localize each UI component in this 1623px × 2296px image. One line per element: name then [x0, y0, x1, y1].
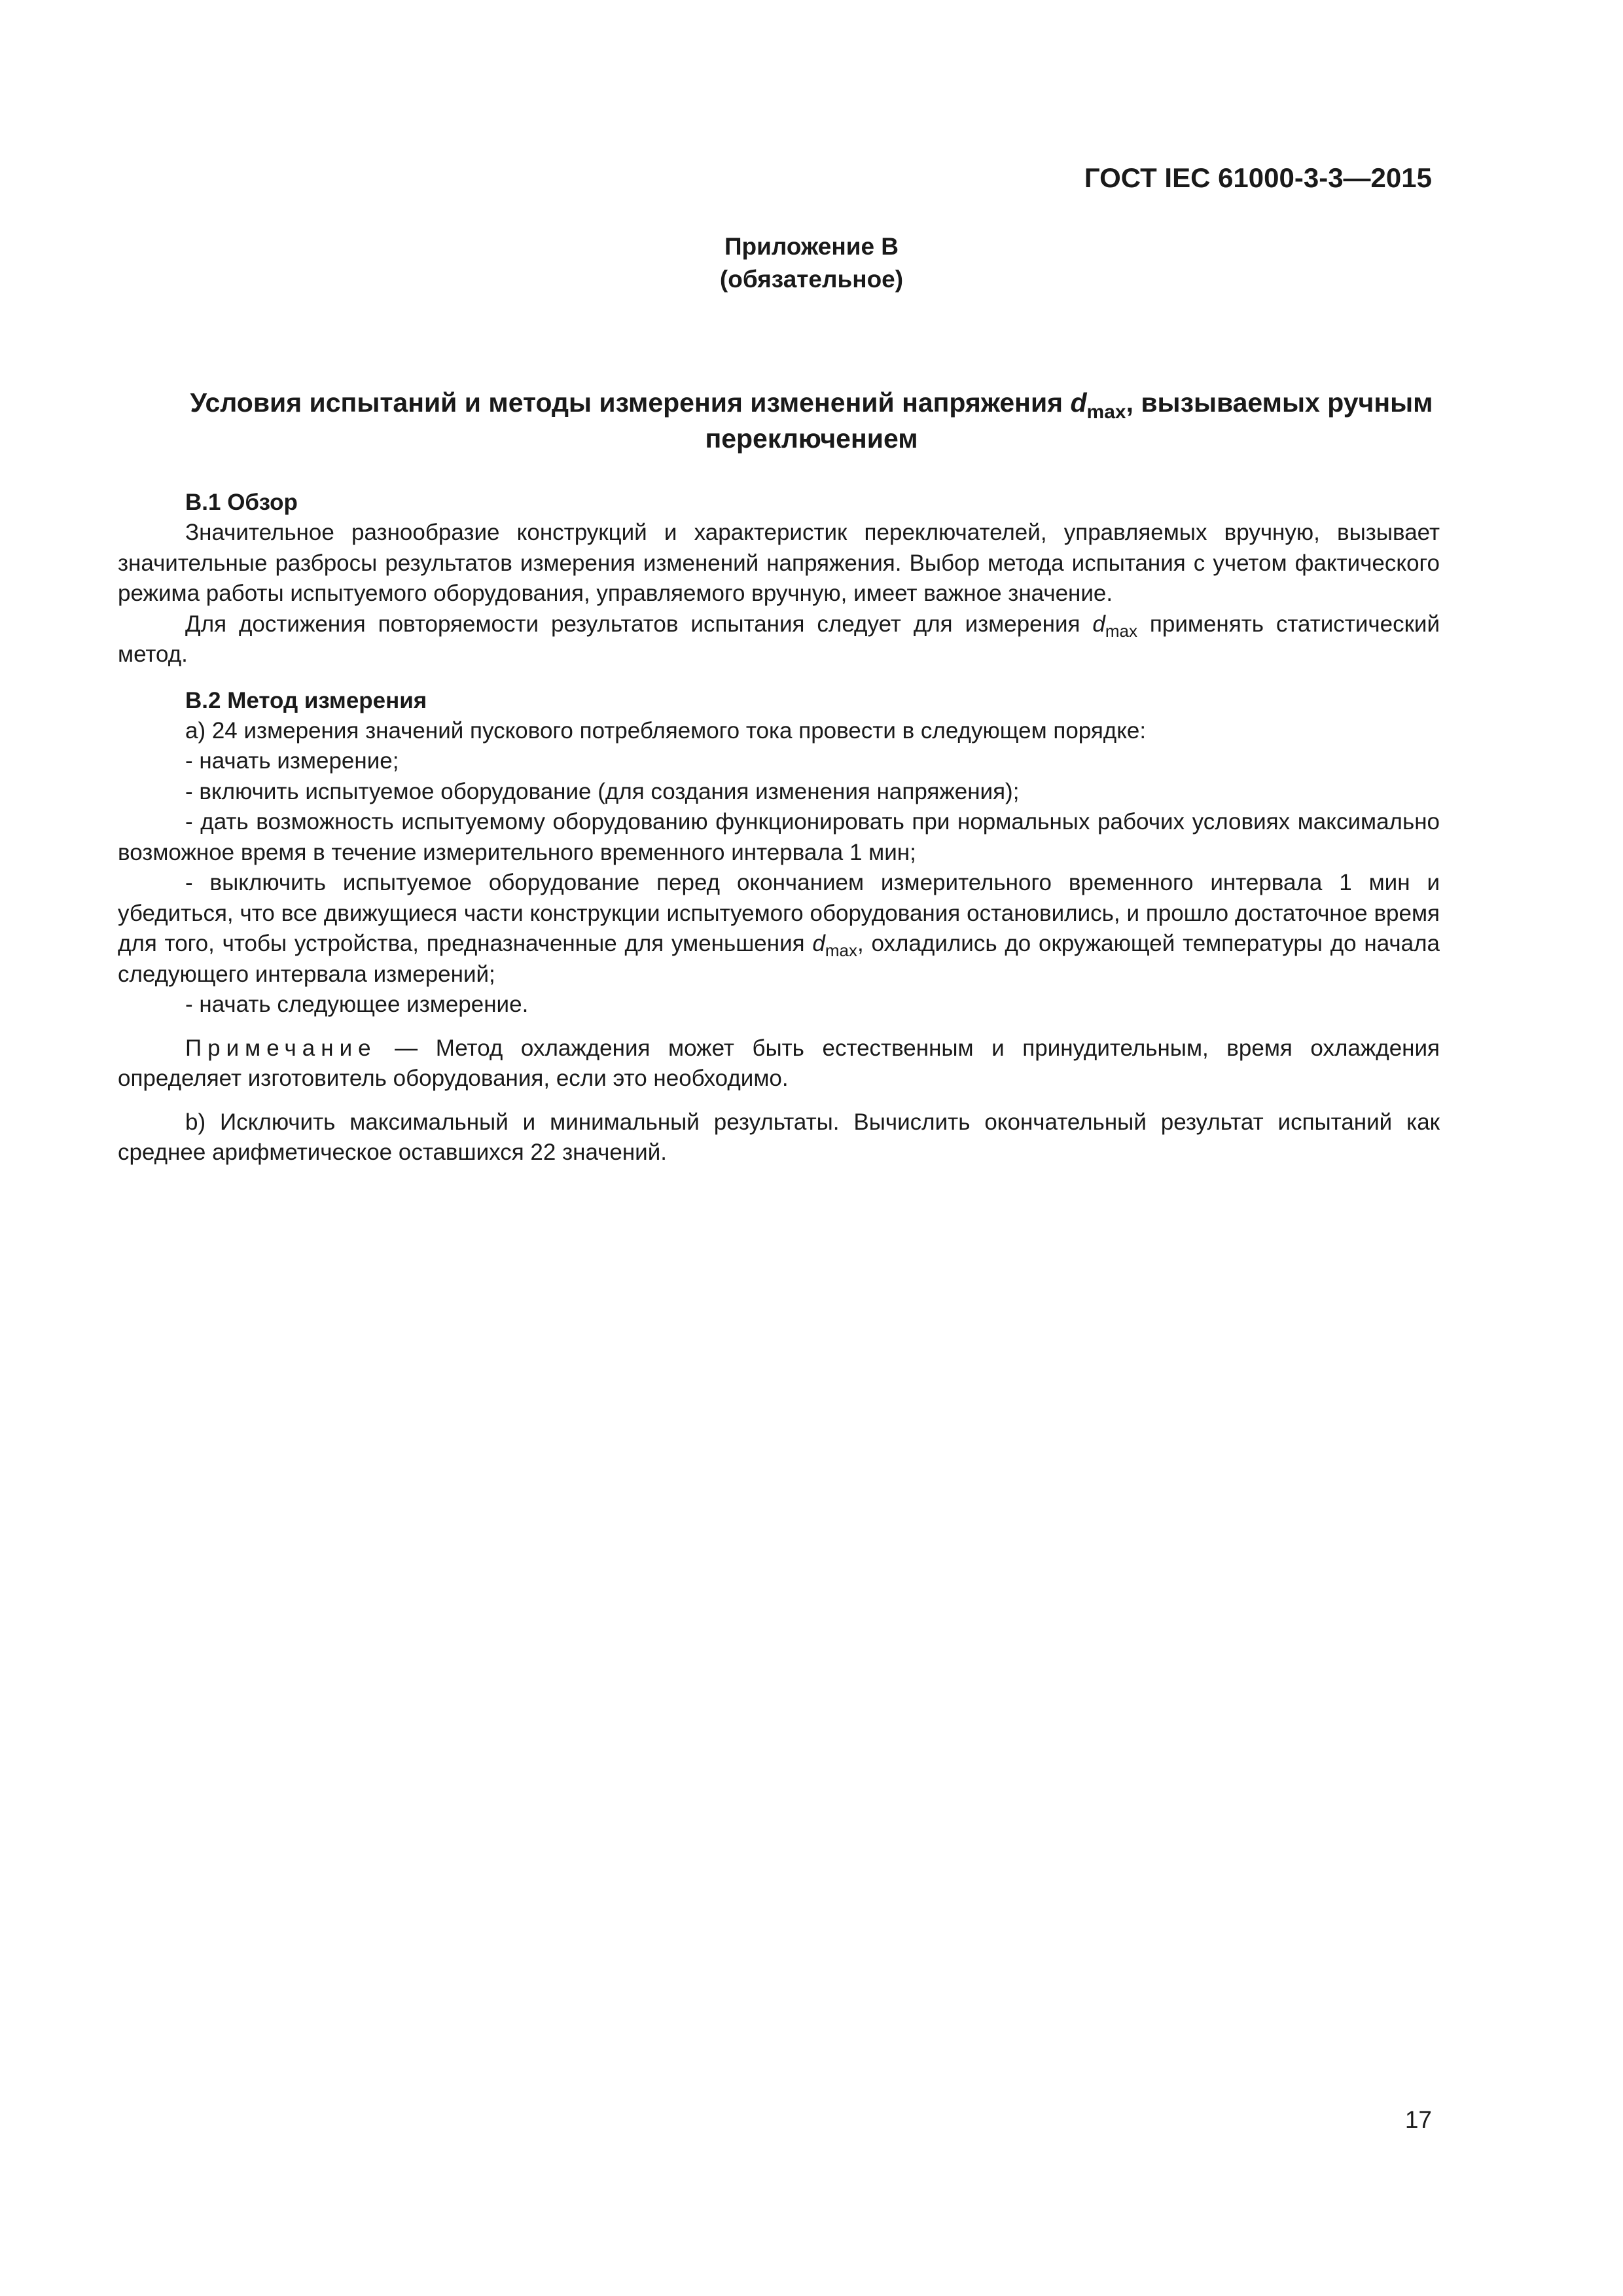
- step4-part2: , охладились до окружающей температуры до начала следующего интервала измерений;: [118, 931, 1440, 987]
- step-3: - дать возможность испытуемому оборудованию функционировать при нормальных рабочих условиях максимально возможное время в течение измерительного временного интервала 1 мин;: [118, 809, 1440, 865]
- section-b2-heading: В.2 Метод измерения: [185, 687, 427, 713]
- para2-part2: применять статистический метод.: [118, 611, 1440, 667]
- note-text: — Метод охлаждения может быть естественным и принудительным, время охлаждения определяет изготовитель оборудования, если это необходимо.: [118, 1035, 1440, 1091]
- appendix-status: (обязательное): [719, 266, 904, 293]
- section-b1-paragraph-2: [118, 609, 1440, 670]
- section-b1-paragraph-1: Значительное разнообразие конструкций и характеристик переключателей, управляемых вручную, вызывает значительные разбросы результатов измерения изменений напряжения. Выбор метода испытания с учетом фактического режима работы испытуемого оборудования, управляемого вручную, имеет важное значение.: [118, 520, 1440, 606]
- step-4: [118, 868, 1440, 990]
- item-b: b) Исключить максимальный и минимальный результаты. Вычислить окончательный результат испытаний как среднее арифметическое оставшихся 22 значений.: [118, 1109, 1440, 1165]
- title-part2: , вызываемых ручным переключением: [705, 387, 1433, 454]
- section-b1-heading: В.1 Обзор: [185, 490, 298, 515]
- page-number: 17: [1404, 2106, 1432, 2133]
- dmax-symbol: d: [812, 931, 825, 956]
- item-a: а) 24 измерения значений пускового потребляемого тока провести в следующем порядке:: [185, 717, 1147, 744]
- standard-designation: ГОСТ IEC 61000-3-3—2015: [1084, 162, 1432, 193]
- dmax-subscript: max: [1105, 620, 1137, 641]
- body-text: [118, 488, 1440, 1168]
- step-5: - начать следующее измерение.: [185, 992, 529, 1017]
- title-symbol: d: [1070, 387, 1087, 418]
- para2-part1: Для достижения повторяемости результатов испытания следует для измерения: [185, 611, 1093, 637]
- dmax-subscript: max: [825, 941, 857, 960]
- appendix-label: Приложение В: [724, 233, 899, 260]
- dmax-symbol: d: [1092, 611, 1105, 637]
- step-1: - начать измерение;: [185, 748, 399, 774]
- appendix-heading: [0, 230, 1623, 296]
- note-label: Примечание: [185, 1035, 377, 1061]
- note: [118, 1033, 1440, 1094]
- appendix-title: [131, 385, 1492, 457]
- step-2: - включить испытуемое оборудование (для создания изменения напряжения);: [185, 778, 1020, 804]
- title-symbol-sub: max: [1086, 401, 1126, 423]
- title-part1: Условия испытаний и методы измерения изменений напряжения: [190, 387, 1071, 418]
- step4-part1: - выключить испытуемое оборудование перед окончанием измерительного временного интервала 1 мин и убедиться, что все движущиеся части конструкции испытуемого оборудования остановились, и прошло достаточное время для того, чтобы устройства, предназначенные для уменьшения: [118, 870, 1440, 956]
